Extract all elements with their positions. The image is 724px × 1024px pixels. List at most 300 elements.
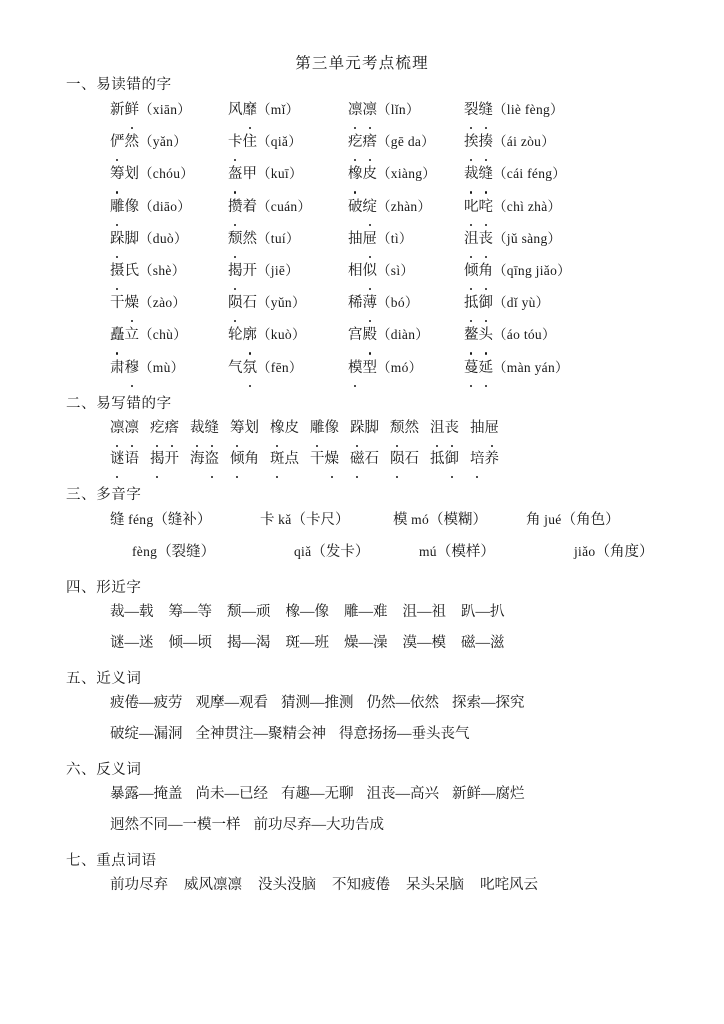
pinyin-text: （cuán） — [257, 198, 312, 214]
emphasis-char: 筹 — [230, 413, 245, 444]
vocabulary-word — [390, 413, 419, 444]
pinyin-entry — [464, 319, 724, 351]
pinyin-text: （mù） — [139, 359, 185, 375]
emphasis-char: 绽 — [363, 192, 378, 223]
emphasis-char: 凛 — [363, 95, 378, 126]
vocabulary-word — [390, 444, 419, 475]
pinyin-text: （zào） — [139, 295, 187, 311]
synonym-pair: 得意扬扬—垂头丧气 — [339, 725, 470, 742]
emphasis-char: 斑 — [270, 444, 285, 475]
pinyin-entry — [110, 319, 228, 351]
section-body — [0, 597, 724, 659]
section-body — [0, 94, 724, 384]
pinyin-entry — [110, 223, 228, 255]
synonym-pair: 探索—探究 — [452, 694, 525, 711]
char: 稀 — [348, 295, 363, 312]
emphasis-char: 燥 — [125, 288, 140, 319]
pinyin-entry — [464, 287, 724, 319]
emphasis-char: 陨 — [390, 444, 405, 475]
polyphonic-pinyin: qiǎ — [294, 543, 312, 559]
char: 开 — [164, 450, 179, 467]
char: 破 — [348, 198, 363, 215]
section-body — [0, 413, 724, 475]
antonym-pair: 暴露—掩盖 — [110, 785, 183, 802]
section-body — [0, 688, 724, 750]
synonym-row — [110, 688, 724, 719]
char: 划 — [124, 166, 139, 183]
emphasis-char: 廓 — [243, 320, 258, 351]
pinyin-text: （sì） — [377, 263, 415, 279]
vocabulary-word — [270, 444, 299, 475]
synonym-pair: 全神贯注—聚精会神 — [195, 725, 326, 742]
polyphonic-example: （缝补） — [153, 511, 212, 528]
emphasis-char: 穆 — [125, 353, 140, 384]
polyphonic-pinyin: jué — [540, 511, 562, 527]
char: 像 — [124, 198, 139, 215]
emphasis-char: 揭 — [150, 444, 165, 475]
pinyin-entry — [348, 158, 464, 190]
char-pair: 颓—顽 — [227, 603, 271, 620]
polyphonic-grid — [110, 504, 724, 568]
polyphonic-pinyin: mó — [407, 511, 430, 527]
pinyin-grid — [110, 94, 724, 384]
char: 肃 — [110, 359, 125, 376]
vocabulary-word — [110, 444, 139, 475]
antonym-pair: 前功尽弃—大功告成 — [253, 816, 384, 833]
char-pair: 橡—像 — [285, 603, 329, 620]
char: 然 — [404, 419, 419, 436]
section-heading: 六、反义词 — [66, 761, 142, 778]
vocabulary-word — [190, 444, 219, 475]
antonym-pair: 有趣—无聊 — [281, 785, 354, 802]
char-pair: 趴—扒 — [461, 603, 505, 620]
char: 风 — [228, 102, 243, 118]
emphasis-char: 矗 — [110, 320, 125, 351]
emphasis-char: 雕 — [310, 413, 325, 444]
key-phrase: 叱咤风云 — [480, 876, 538, 893]
char: 划 — [244, 419, 259, 436]
polyphonic-char: 模 — [393, 511, 408, 528]
section-heading: 五、近义词 — [66, 670, 142, 687]
emphasis-char: 鳌 — [464, 320, 479, 351]
emphasis-char: 模 — [348, 353, 363, 384]
polyphonic-primary — [393, 504, 526, 536]
pinyin-entry — [348, 191, 464, 223]
pinyin-entry — [228, 287, 348, 319]
pinyin-text: （xiān） — [139, 102, 192, 117]
pinyin-text: （lǐn） — [377, 102, 420, 117]
antonym-row — [110, 779, 724, 810]
char: 抽 — [470, 419, 485, 436]
char-pair-row — [110, 628, 724, 659]
section-duo-yin-zi — [0, 483, 724, 568]
emphasis-char: 摄 — [110, 256, 125, 287]
polyphonic-example: （发卡） — [311, 543, 370, 560]
pinyin-text: （xiàng） — [377, 166, 437, 182]
pinyin-text: （màn yán） — [493, 359, 569, 375]
char: 氏 — [124, 263, 139, 280]
pinyin-text: （tì） — [377, 230, 413, 246]
char-pair: 燥—澡 — [344, 634, 388, 651]
word-row — [110, 413, 724, 444]
emphasis-char: 裂 — [464, 95, 479, 126]
emphasis-char: 裁 — [190, 413, 205, 444]
emphasis-char: 倾 — [230, 444, 245, 475]
char: 立 — [124, 327, 139, 344]
antonym-pair: 迥然不同—一模一样 — [110, 816, 241, 833]
pinyin-entry — [110, 287, 228, 319]
polyphonic-pinyin: mú — [419, 543, 437, 559]
polyphonic-example: （模糊） — [429, 511, 488, 528]
pinyin-entry — [464, 352, 724, 384]
polyphonic-pinyin: kǎ — [274, 511, 292, 527]
char-pair: 雕—难 — [344, 603, 388, 620]
pinyin-entry — [228, 191, 348, 223]
char-pair: 裁—载 — [110, 603, 154, 620]
pinyin-entry — [110, 255, 228, 287]
polyphonic-primary — [260, 504, 393, 536]
char: 新 — [110, 102, 125, 118]
pinyin-entry — [228, 158, 348, 190]
emphasis-char: 橡 — [348, 159, 363, 190]
char-pair: 漠—模 — [402, 634, 446, 651]
emphasis-char: 瘩 — [165, 413, 180, 444]
section-yi-xie-cuo-de-zi — [0, 392, 724, 475]
char: 甲 — [242, 166, 257, 183]
polyphonic-example: （卡尺） — [291, 511, 350, 528]
pinyin-entry — [348, 126, 464, 158]
vocabulary-word — [310, 413, 339, 444]
emphasis-char: 靡 — [243, 95, 258, 126]
char: 海 — [190, 450, 205, 467]
emphasis-char: 咤 — [479, 192, 494, 223]
emphasis-char: 御 — [479, 288, 494, 319]
emphasis-char: 攒 — [228, 192, 243, 223]
emphasis-char: 揍 — [479, 127, 494, 158]
key-phrase: 威风凛凛 — [184, 876, 242, 893]
emphasis-char: 陨 — [228, 288, 243, 319]
pinyin-text: （qīng jiǎo） — [493, 263, 571, 279]
vocabulary-word — [150, 444, 179, 475]
char: 皮 — [284, 419, 299, 436]
polyphonic-secondary — [110, 536, 260, 568]
emphasis-char: 似 — [363, 256, 378, 287]
char: 住 — [242, 134, 257, 151]
pinyin-entry — [348, 287, 464, 319]
pinyin-entry — [228, 255, 348, 287]
polyphonic-char: 卡 — [260, 511, 275, 528]
emphasis-char: 御 — [445, 444, 460, 475]
pinyin-text: （dǐ yù） — [493, 295, 550, 311]
char-pair: 揭—渴 — [227, 634, 271, 651]
synonym-pair: 仍然—依然 — [366, 694, 439, 711]
char: 脚 — [364, 419, 379, 436]
pinyin-entry — [228, 126, 348, 158]
vocabulary-word — [310, 444, 339, 475]
pinyin-entry — [464, 158, 724, 190]
emphasis-char: 挨 — [464, 127, 479, 158]
pinyin-text: （cái féng） — [493, 166, 567, 182]
char: 抽 — [348, 230, 363, 247]
vocabulary-word — [230, 444, 259, 475]
section-heading: 四、形近字 — [66, 579, 142, 596]
emphasis-char: 跺 — [350, 413, 365, 444]
antonym-row — [110, 810, 724, 841]
emphasis-char: 角 — [479, 256, 494, 287]
polyphonic-example: （角度） — [595, 543, 654, 560]
synonym-pair: 猜测—推测 — [281, 694, 354, 711]
pinyin-text: （yǔn） — [257, 295, 306, 311]
emphasis-char: 瘩 — [363, 127, 378, 158]
section-body — [0, 504, 724, 568]
char-pair: 倾—顷 — [168, 634, 212, 651]
emphasis-char: 磁 — [350, 444, 365, 475]
pinyin-text: （shè） — [139, 263, 186, 279]
vocabulary-word — [150, 413, 179, 444]
section-zhong-dian-ci-yu — [0, 849, 724, 901]
emphasis-char: 抵 — [464, 288, 479, 319]
emphasis-char: 凛 — [348, 95, 363, 126]
pinyin-text: （duò） — [139, 230, 188, 246]
char: 宫 — [348, 327, 363, 344]
section-body — [0, 870, 724, 901]
pinyin-text: （fēn） — [257, 359, 303, 375]
emphasis-char: 颓 — [228, 224, 243, 255]
emphasis-char: 头 — [479, 320, 494, 351]
emphasis-char: 鲜 — [125, 95, 140, 126]
pinyin-text: （mó） — [377, 359, 423, 375]
vocabulary-word — [190, 413, 219, 444]
pinyin-text: （zhàn） — [377, 198, 432, 214]
char: 脚 — [124, 230, 139, 247]
pinyin-entry — [110, 126, 228, 158]
vocabulary-word — [110, 413, 139, 444]
emphasis-char: 蔓 — [464, 353, 479, 384]
pinyin-entry — [348, 223, 464, 255]
emphasis-char: 卡 — [228, 127, 243, 158]
emphasis-char: 盔 — [228, 159, 243, 190]
antonym-pair: 沮丧—高兴 — [366, 785, 439, 802]
polyphonic-pinyin: féng — [124, 511, 154, 527]
pinyin-text: （qiǎ） — [257, 134, 302, 150]
vocabulary-word — [430, 444, 459, 475]
char: 养 — [484, 450, 499, 467]
polyphonic-char: 缝 — [110, 511, 125, 528]
word-row — [110, 444, 724, 475]
polyphonic-secondary — [393, 536, 526, 568]
vocabulary-word — [430, 413, 459, 444]
char-pair-row — [110, 597, 724, 628]
emphasis-char: 缝 — [479, 159, 494, 190]
char: 皮 — [362, 166, 377, 183]
emphasis-char: 氛 — [243, 353, 258, 384]
char: 气 — [228, 359, 243, 376]
emphasis-char: 跺 — [110, 224, 125, 255]
char: 干 — [310, 450, 325, 467]
polyphonic-primary — [110, 504, 260, 536]
section-jin-yi-ci — [0, 667, 724, 750]
pinyin-entry — [348, 255, 464, 287]
pinyin-entry — [464, 255, 724, 287]
char: 石 — [242, 295, 257, 312]
emphasis-char: 殿 — [363, 320, 378, 351]
pinyin-text: （kuī） — [257, 166, 303, 182]
emphasis-char: 雕 — [110, 192, 125, 223]
pinyin-text: （diàn） — [377, 327, 430, 343]
emphasis-char: 筹 — [110, 159, 125, 190]
emphasis-char: 倾 — [464, 256, 479, 287]
synonym-pair: 观摩—观看 — [195, 694, 268, 711]
pinyin-text: （liè fèng） — [493, 102, 564, 117]
pinyin-entry — [348, 319, 464, 351]
pinyin-entry — [228, 223, 348, 255]
pinyin-entry — [228, 319, 348, 351]
pinyin-text: （chì zhà） — [493, 198, 562, 214]
vocabulary-word — [350, 444, 379, 475]
section-heading: 一、易读错的字 — [66, 77, 172, 93]
emphasis-char: 凛 — [125, 413, 140, 444]
char: 着 — [242, 198, 257, 215]
pinyin-text: （tuí） — [257, 230, 300, 246]
emphasis-char: 燥 — [325, 444, 340, 475]
key-phrase: 前功尽弃 — [110, 876, 168, 893]
antonym-pair: 尚未—已经 — [195, 785, 268, 802]
pinyin-entry — [110, 191, 228, 223]
emphasis-char: 培 — [470, 444, 485, 475]
emphasis-char: 屉 — [485, 413, 500, 444]
emphasis-char: 延 — [479, 353, 494, 384]
pinyin-text: （diāo） — [139, 198, 192, 214]
emphasis-char: 叱 — [464, 192, 479, 223]
polyphonic-char: 角 — [526, 511, 541, 528]
pinyin-text: （yǎn） — [139, 134, 187, 150]
vocabulary-word — [270, 413, 299, 444]
section-fan-yi-ci — [0, 758, 724, 841]
pinyin-entry — [464, 94, 724, 126]
vocabulary-word — [350, 413, 379, 444]
char: 石 — [404, 450, 419, 467]
char-pair: 谜—迷 — [110, 634, 154, 651]
emphasis-char: 疙 — [150, 413, 165, 444]
antonym-pair: 新鲜—腐烂 — [452, 785, 525, 802]
emphasis-char: 疙 — [348, 127, 363, 158]
emphasis-char: 薄 — [363, 288, 378, 319]
polyphonic-example: （模样） — [436, 543, 495, 560]
emphasis-char: 揭 — [228, 256, 243, 287]
char-pair: 筹—等 — [168, 603, 212, 620]
pinyin-text: （jiē） — [257, 263, 299, 279]
polyphonic-example: （角色） — [561, 511, 620, 528]
emphasis-char: 俨 — [110, 127, 125, 158]
pinyin-text: （jǔ sàng） — [493, 230, 562, 246]
emphasis-char: 沮 — [430, 413, 445, 444]
section-yi-du-cuo-de-zi — [0, 73, 724, 384]
pinyin-entry — [228, 94, 348, 126]
emphasis-char: 颓 — [390, 413, 405, 444]
section-heading: 二、易写错的字 — [66, 395, 172, 412]
char: 轮 — [228, 327, 243, 344]
pinyin-entry — [464, 223, 724, 255]
emphasis-char: 谜 — [110, 444, 125, 475]
char: 像 — [324, 419, 339, 436]
emphasis-char: 裁 — [464, 159, 479, 190]
section-body — [0, 779, 724, 841]
vocabulary-word — [470, 444, 499, 475]
key-phrase: 没头没脑 — [258, 876, 316, 893]
pinyin-entry — [348, 94, 464, 126]
phrase-row — [110, 870, 724, 901]
section-heading: 七、重点词语 — [66, 852, 157, 869]
emphasis-char: 盗 — [205, 444, 220, 475]
emphasis-char: 丧 — [445, 413, 460, 444]
pinyin-entry — [110, 158, 228, 190]
char: 开 — [242, 263, 257, 280]
polyphonic-pinyin: jiǎo — [574, 543, 596, 559]
emphasis-char: 屉 — [363, 224, 378, 255]
char: 然 — [242, 230, 257, 247]
section-heading: 三、多音字 — [66, 486, 142, 503]
synonym-pair: 破绽—漏洞 — [110, 725, 183, 742]
pinyin-entry — [464, 191, 724, 223]
emphasis-char: 凛 — [110, 413, 125, 444]
emphasis-char: 丧 — [479, 224, 494, 255]
emphasis-char: 缝 — [205, 413, 220, 444]
char-pair: 磁—滋 — [461, 634, 505, 651]
polyphonic-pinyin: fèng — [132, 543, 158, 559]
polyphonic-secondary — [526, 536, 724, 568]
pinyin-text: （mǐ） — [257, 102, 300, 117]
pinyin-text: （chù） — [139, 327, 187, 343]
pinyin-text: （áo tóu） — [493, 327, 556, 343]
emphasis-char: 缝 — [479, 95, 494, 126]
char: 然 — [124, 134, 139, 151]
pinyin-text: （bó） — [377, 295, 419, 311]
char: 干 — [110, 295, 125, 312]
pinyin-entry — [110, 94, 228, 126]
char: 型 — [362, 359, 377, 376]
char: 石 — [364, 450, 379, 467]
emphasis-char: 橡 — [270, 413, 285, 444]
pinyin-text: （kuò） — [257, 327, 306, 343]
pinyin-entry — [464, 126, 724, 158]
pinyin-entry — [228, 352, 348, 384]
synonym-row — [110, 719, 724, 750]
char-pair: 斑—班 — [285, 634, 329, 651]
char: 抵 — [430, 450, 445, 467]
vocabulary-word — [230, 413, 259, 444]
pinyin-entry — [348, 352, 464, 384]
pinyin-entry — [110, 352, 228, 384]
polyphonic-primary — [526, 504, 724, 536]
pinyin-text: （ái zòu） — [493, 134, 556, 150]
pinyin-text: （gē da） — [377, 134, 435, 150]
key-phrase: 不知疲倦 — [332, 876, 390, 893]
vocabulary-word — [470, 413, 499, 444]
key-phrase: 呆头呆脑 — [406, 876, 464, 893]
synonym-pair: 疲倦—疲劳 — [110, 694, 183, 711]
char: 点 — [284, 450, 299, 467]
polyphonic-example: （裂缝） — [157, 543, 216, 560]
page-title: 第三单元考点梳理 — [295, 55, 429, 72]
section-xing-jin-zi — [0, 576, 724, 659]
char: 角 — [244, 450, 259, 467]
polyphonic-secondary — [260, 536, 393, 568]
char: 相 — [348, 263, 363, 280]
char-pair: 沮—祖 — [402, 603, 446, 620]
char: 语 — [124, 450, 139, 467]
emphasis-char: 沮 — [464, 224, 479, 255]
pinyin-text: （chóu） — [139, 166, 195, 182]
